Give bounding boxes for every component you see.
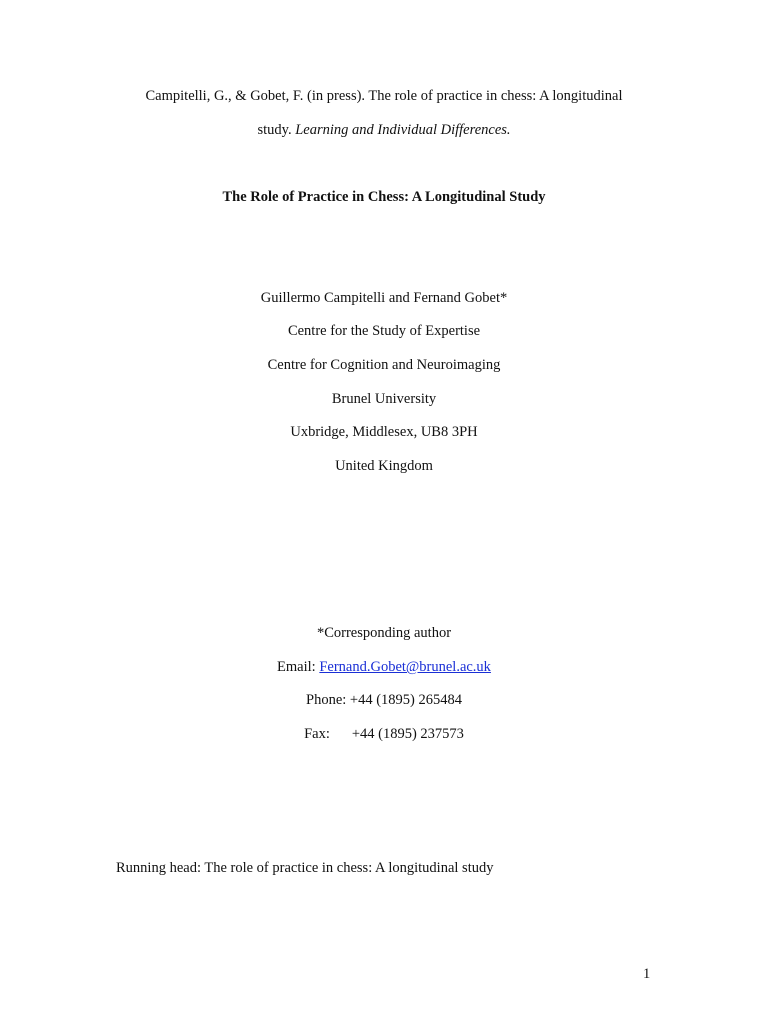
fax-label: Fax: [304, 726, 330, 742]
email-link[interactable]: Fernand.Gobet@brunel.ac.uk [319, 659, 491, 675]
citation-prefix: study. [257, 122, 296, 138]
page-number: 1 [643, 966, 651, 982]
affiliation-4: Uxbridge, Middlesex, UB8 3PH [290, 424, 478, 440]
citation-line-2 [0, 121, 768, 139]
citation-line-1: Campitelli, G., & Gobet, F. (in press). The role of practice in chess: A longitudinal [145, 88, 623, 104]
email-line [0, 658, 768, 676]
paper-title: The Role of Practice in Chess: A Longitudinal Study [222, 189, 546, 205]
affiliation-3: Brunel University [331, 391, 437, 407]
running-head: Running head: The role of practice in chess: A longitudinal study [116, 860, 494, 876]
journal-name: Learning and Individual Differences. [295, 122, 511, 138]
fax-number: +44 (1895) 237573 [351, 726, 464, 742]
affiliation-5: United Kingdom [335, 458, 433, 474]
corresponding-author: *Corresponding author [316, 625, 452, 641]
affiliation-2: Centre for Cognition and Neuroimaging [267, 357, 501, 373]
phone-line: Phone: +44 (1895) 265484 [306, 692, 462, 708]
authors: Guillermo Campitelli and Fernand Gobet* [260, 290, 508, 306]
affiliation-1: Centre for the Study of Expertise [287, 323, 481, 339]
fax-line [0, 725, 768, 743]
email-label: Email: [277, 659, 320, 675]
